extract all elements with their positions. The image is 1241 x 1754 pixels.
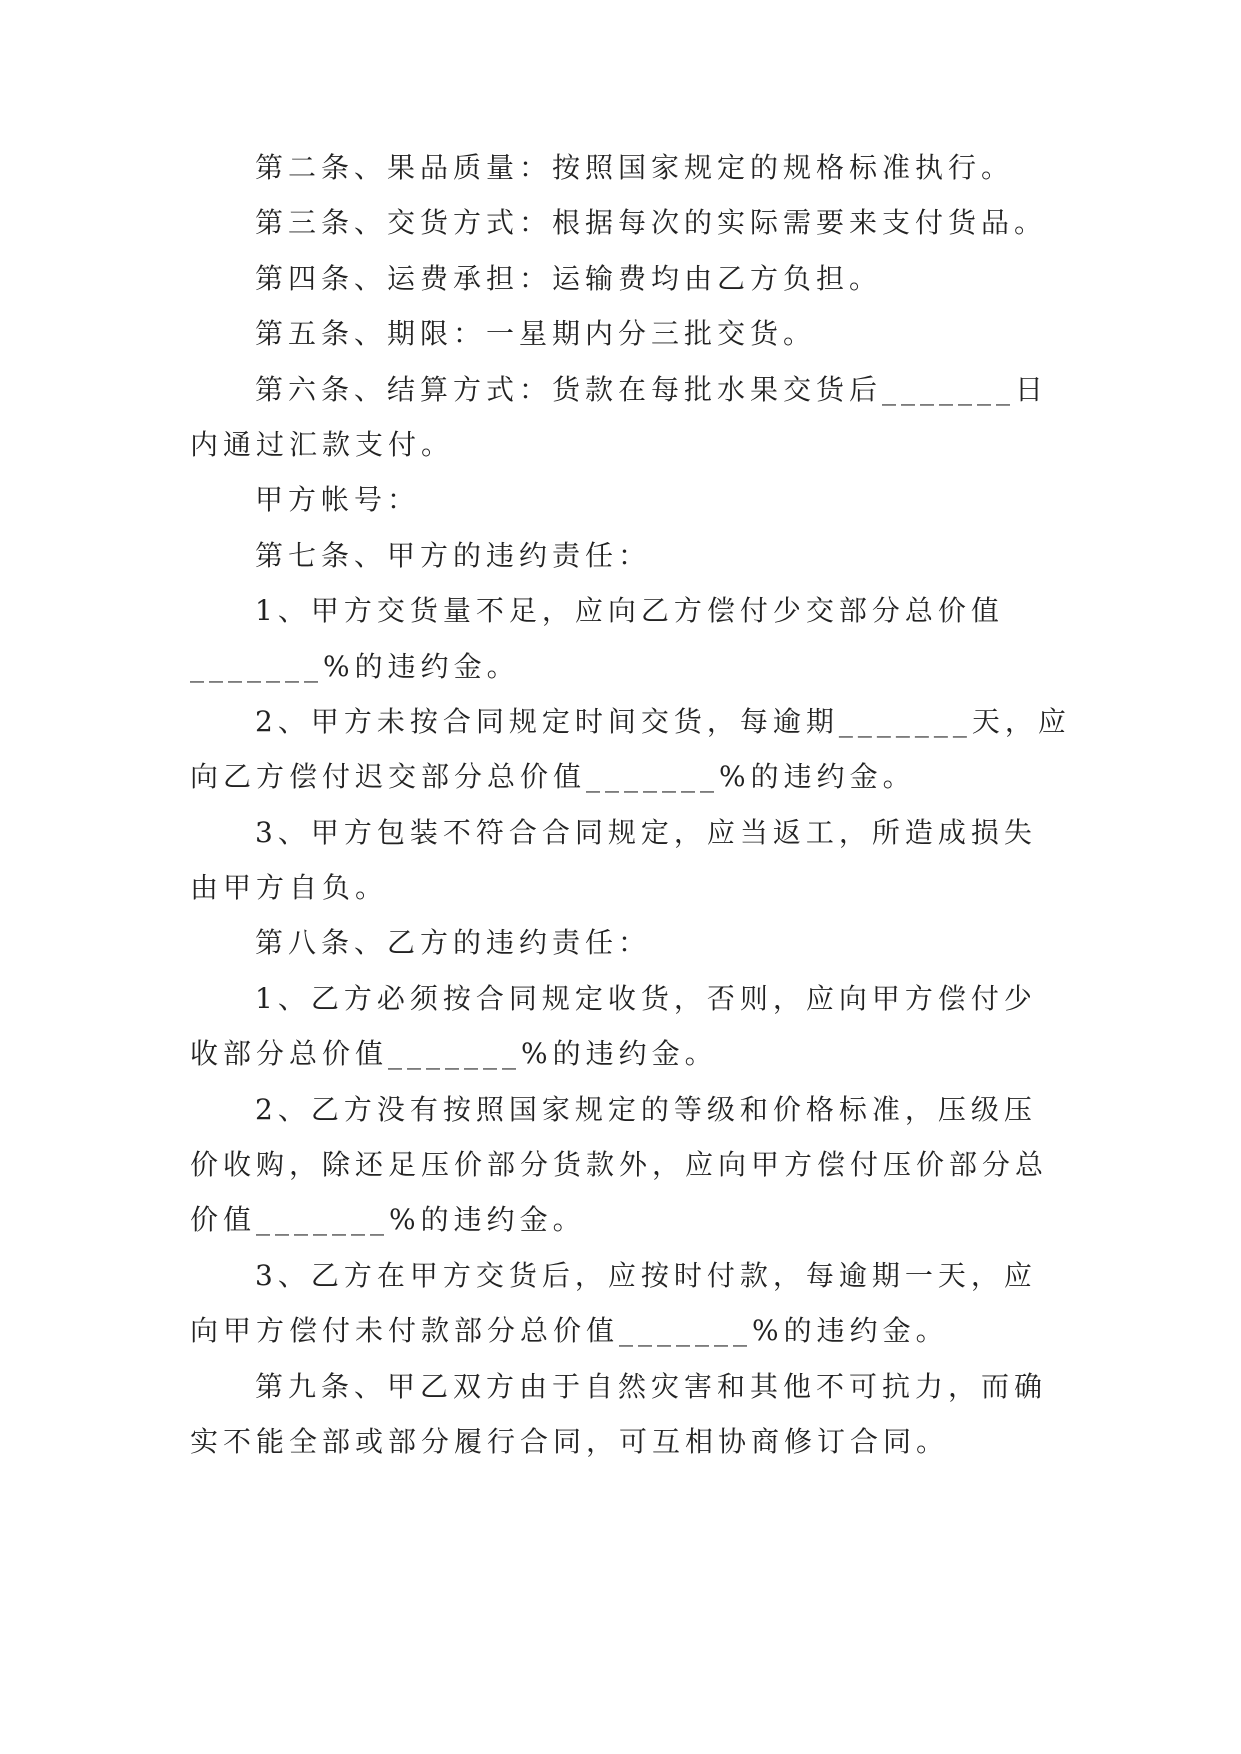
clause-7-item-3 bbox=[190, 805, 1090, 916]
clause-7-item-3-line-2: 由甲方自负。 bbox=[190, 871, 389, 905]
clause-9-force-majeure-line-2: 实不能全部或部分履行合同，可互相协商修订合同。 bbox=[190, 1424, 950, 1458]
clause-8-item-2-line-3: 价值_______%的违约金。 bbox=[190, 1203, 586, 1237]
clause-8-item-2-line-2: 价收购，除还足压价部分货款外，应向甲方偿付压价部分总 bbox=[190, 1148, 1049, 1182]
clause-7-heading bbox=[190, 528, 1090, 583]
clause-6-settlement-line-1: 第六条、结算方式：货款在每批水果交货后_______日 bbox=[255, 372, 1049, 406]
party-a-account bbox=[190, 472, 1090, 527]
clause-6-settlement bbox=[190, 362, 1090, 473]
clause-8-item-1 bbox=[190, 971, 1090, 1082]
clause-7-item-1 bbox=[190, 583, 1090, 694]
clause-7-item-1-line-2: _______%的违约金。 bbox=[190, 649, 520, 683]
contract-body bbox=[190, 140, 1090, 1469]
clause-5-term-line-1: 第五条、期限：一星期内分三批交货。 bbox=[255, 317, 817, 351]
clause-7-item-1-line-1: 1、甲方交货量不足，应向乙方偿付少交部分总价值 bbox=[255, 594, 1004, 628]
clause-9-force-majeure-line-1: 第九条、甲乙双方由于自然灾害和其他不可抗力，而确 bbox=[255, 1369, 1048, 1403]
clause-7-heading-line-1: 第七条、甲方的违约责任： bbox=[255, 538, 652, 572]
clause-7-item-2-line-1: 2、甲方未按合同规定时间交货，每逾期_______天，应 bbox=[255, 704, 1071, 738]
clause-8-item-2 bbox=[190, 1082, 1090, 1248]
clause-8-item-1-line-2: 收部分总价值_______%的违约金。 bbox=[190, 1037, 718, 1071]
clause-7-item-2 bbox=[190, 694, 1090, 805]
clause-6-settlement-line-2: 内通过汇款支付。 bbox=[190, 427, 455, 461]
clause-9-force-majeure bbox=[190, 1359, 1090, 1470]
clause-2-quality-line-1: 第二条、果品质量：按照国家规定的规格标准执行。 bbox=[255, 151, 1015, 184]
clause-3-delivery-line-1: 第三条、交货方式：根据每次的实际需要来支付货品。 bbox=[255, 206, 1048, 240]
clause-4-freight-line-1: 第四条、运费承担：运输费均由乙方负担。 bbox=[255, 261, 883, 295]
clause-8-item-1-line-1: 1、乙方必须按合同规定收货，否则，应向甲方偿付少 bbox=[255, 981, 1037, 1015]
clause-8-heading-line-1: 第八条、乙方的违约责任： bbox=[255, 926, 652, 960]
clause-4-freight bbox=[190, 251, 1090, 306]
clause-3-delivery bbox=[190, 195, 1090, 250]
clause-7-item-3-line-1: 3、甲方包装不符合合同规定，应当返工，所造成损失 bbox=[255, 815, 1037, 849]
clause-7-item-2-line-2: 向乙方偿付迟交部分总价值_______%的违约金。 bbox=[190, 760, 916, 794]
clause-8-item-3 bbox=[190, 1248, 1090, 1359]
clause-8-item-2-line-1: 2、乙方没有按照国家规定的等级和价格标准，压级压 bbox=[255, 1092, 1037, 1126]
clause-2-quality bbox=[190, 140, 1090, 195]
clause-8-item-3-line-2: 向甲方偿付未付款部分总价值_______%的违约金。 bbox=[190, 1314, 949, 1348]
clause-8-heading bbox=[190, 915, 1090, 970]
clause-8-item-3-line-1: 3、乙方在甲方交货后，应按时付款，每逾期一天，应 bbox=[255, 1258, 1037, 1292]
clause-5-term bbox=[190, 306, 1090, 361]
party-a-account-line-1: 甲方帐号： bbox=[255, 483, 421, 517]
